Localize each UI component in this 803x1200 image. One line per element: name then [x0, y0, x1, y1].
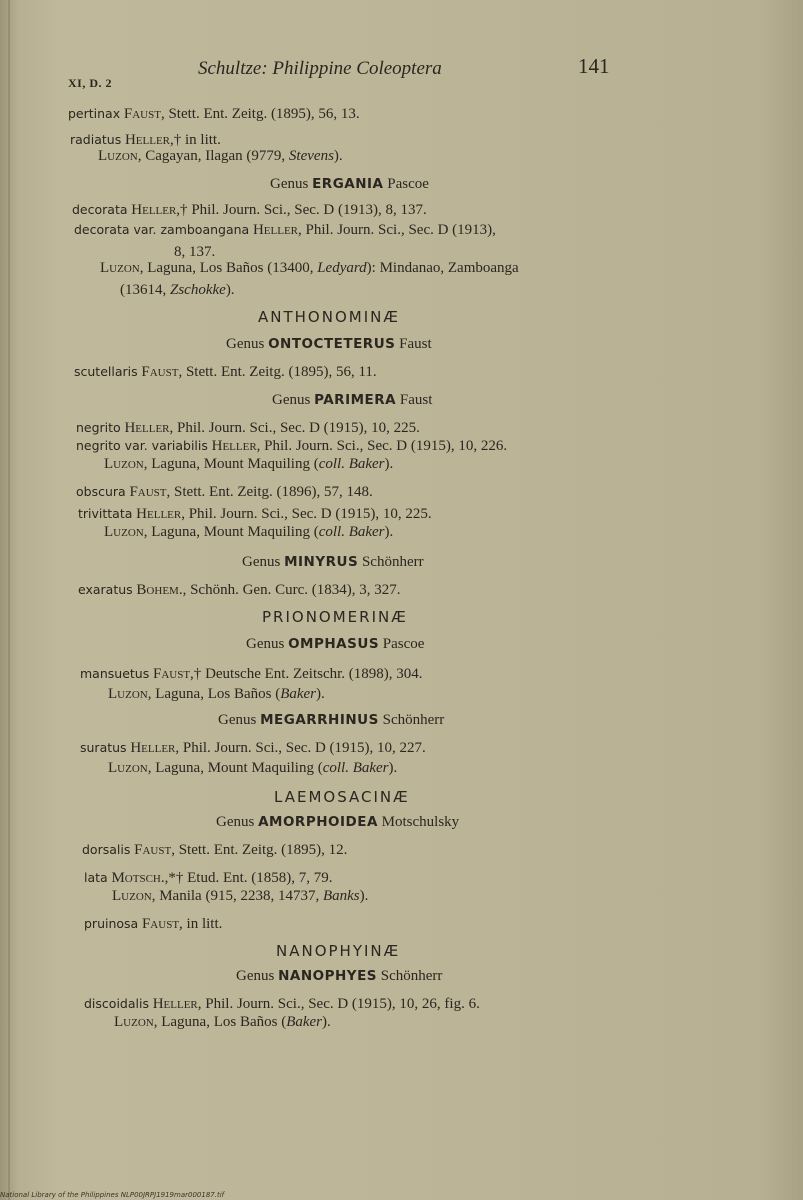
collector-name: Baker — [286, 1014, 323, 1030]
genus-name: ERGANIA — [312, 176, 384, 192]
genus-heading — [272, 392, 432, 409]
genus-prefix: Genus — [216, 814, 255, 830]
genus-author: Faust — [399, 336, 432, 352]
genus-heading — [236, 968, 442, 985]
genus-prefix: Genus — [270, 176, 309, 192]
author-name: Faust — [141, 364, 179, 380]
species-entry — [78, 582, 400, 599]
species-entry — [74, 364, 377, 381]
subfamily-heading: NANOPHYINÆ — [276, 942, 401, 960]
species-entry — [72, 202, 427, 219]
locality-line — [104, 524, 393, 541]
locality-line — [108, 686, 325, 703]
locality-name: Luzon — [98, 148, 138, 164]
citation-text: , Stett. Ent. Zeitg. (1896), 57, 148. — [166, 484, 373, 500]
species-name: decorata — [72, 202, 128, 217]
continuation-line — [120, 282, 235, 299]
author-name: Faust,† — [152, 666, 202, 682]
citation-text: , Phil. Journ. Sci., Sec. D (1915), 10, 227. — [175, 740, 426, 756]
species-entry — [76, 420, 420, 437]
citation-text: , Laguna, Mount Maquiling ( — [143, 524, 319, 540]
collector-name: Ledyard — [317, 260, 367, 276]
author-name: Faust — [141, 916, 180, 932]
citation-tail: ). — [384, 524, 394, 540]
species-entry — [78, 506, 432, 523]
author-name: Heller — [136, 506, 182, 522]
genus-author: Schönherr — [361, 554, 424, 570]
author-name: Heller — [124, 420, 170, 436]
species-name: negrito — [76, 420, 121, 435]
citation-text: , Phil. Journ. Sci., Sec. D (1915), 10, 26, fig. 6. — [197, 996, 480, 1012]
author-name: Faust — [123, 106, 161, 122]
author-name: Motsch.,*† — [111, 870, 184, 886]
species-name: exaratus — [78, 582, 133, 597]
species-name: suratus — [80, 740, 127, 755]
collector-name: coll. Baker — [322, 760, 389, 776]
locality-line — [112, 888, 368, 905]
genus-heading — [216, 814, 459, 831]
genus-author: Motschulsky — [381, 814, 460, 830]
species-entry — [84, 996, 480, 1013]
genus-prefix: Genus — [246, 636, 285, 652]
collector-name: coll. Baker — [318, 456, 385, 472]
subfamily-heading: ANTHONOMINÆ — [258, 308, 400, 326]
locality-name: Luzon — [104, 456, 144, 472]
species-name: decorata var. zamboangana — [74, 222, 250, 237]
citation-text: , Stett. Ent. Zeitg. (1895), 56, 11. — [178, 364, 377, 380]
genus-author: Schönherr — [382, 712, 445, 728]
scan-footer: National Library of the Philippines NLP00JRPJ1919mar000187.tif — [0, 1191, 225, 1199]
citation-text: , in litt. — [179, 916, 223, 932]
citation-text: , Laguna, Los Baños (13400, — [139, 260, 318, 276]
species-entry — [76, 484, 373, 501]
collector-name: Baker — [280, 686, 317, 702]
author-name: Heller — [130, 740, 176, 756]
species-entry — [76, 438, 507, 455]
citation-tail: ). — [388, 760, 398, 776]
citation-tail: ). — [225, 282, 235, 298]
citation-text: , Laguna, Los Baños ( — [153, 1014, 287, 1030]
genus-heading — [242, 554, 424, 571]
collector-name: coll. Baker — [318, 524, 385, 540]
genus-author: Pascoe — [387, 176, 429, 192]
genus-prefix: Genus — [218, 712, 257, 728]
author-name: Faust — [129, 484, 167, 500]
genus-heading — [218, 712, 444, 729]
citation-text: in litt. — [181, 132, 221, 148]
citation-text: , Phil. Journ. Sci., Sec. D (1915), 10, 225. — [169, 420, 420, 436]
species-entry — [80, 666, 423, 683]
locality-name: Luzon — [112, 888, 152, 904]
species-name: discoidalis — [84, 996, 149, 1011]
citation-text: (13614, — [120, 282, 170, 298]
citation-tail: ). — [322, 1014, 331, 1030]
citation-text: Deutsche Ent. Zeitschr. (1898), 304. — [201, 666, 423, 682]
locality-name: Luzon — [108, 760, 148, 776]
genus-prefix: Genus — [236, 968, 275, 984]
genus-name: NANOPHYES — [278, 968, 378, 984]
genus-name: AMORPHOIDEA — [258, 814, 378, 830]
species-entry — [68, 106, 360, 123]
genus-prefix: Genus — [242, 554, 281, 570]
locality-line — [98, 148, 343, 165]
species-name: dorsalis — [82, 842, 131, 857]
citation-tail: ). — [359, 888, 369, 904]
citation-tail: ). — [333, 148, 343, 164]
species-name: radiatus — [70, 132, 122, 147]
genus-heading — [270, 176, 429, 193]
genus-heading — [226, 336, 432, 353]
genus-name: PARIMERA — [314, 392, 397, 408]
species-name: pertinax — [68, 106, 121, 121]
citation-text: , Manila (915, 2238, 14737, — [151, 888, 323, 904]
species-name: mansuetus — [80, 666, 150, 681]
section-marker: XI, D. 2 — [68, 76, 113, 90]
collector-name: Stevens — [288, 148, 334, 164]
species-entry — [82, 842, 347, 859]
citation-text: , Stett. Ent. Zeitg. (1895), 12. — [171, 842, 348, 858]
subfamily-heading: LAEMOSACINÆ — [274, 788, 410, 806]
citation-tail: ). — [316, 686, 325, 702]
genus-name: MINYRUS — [284, 554, 359, 570]
locality-name: Luzon — [100, 260, 140, 276]
citation-tail: ): Mindanao, Zamboanga — [366, 260, 519, 276]
genus-author: Schönherr — [380, 968, 443, 984]
continuation-line — [174, 244, 215, 261]
citation-text: , Laguna, Mount Maquiling ( — [143, 456, 319, 472]
species-name: negrito var. variabilis — [76, 438, 208, 453]
author-name: Heller — [252, 222, 299, 238]
page-gutter — [8, 0, 10, 1200]
locality-name: Luzon — [114, 1014, 154, 1030]
genus-author: Faust — [399, 392, 433, 408]
collector-name: Zschokke — [170, 282, 226, 298]
genus-name: OMPHASUS — [288, 636, 380, 652]
author-name: Heller — [211, 438, 257, 454]
species-name: obscura — [76, 484, 126, 499]
author-name: Heller,† — [124, 132, 182, 148]
locality-line — [114, 1014, 331, 1031]
citation-text: , Phil. Journ. Sci., Sec. D (1915), 10, 226. — [256, 438, 508, 454]
author-name: Faust — [134, 842, 172, 858]
collector-name: Banks — [322, 888, 360, 904]
species-name: pruinosa — [84, 916, 139, 931]
genus-heading — [246, 636, 424, 653]
citation-text: , Phil. Journ. Sci., Sec. D (1915), 10, 225. — [181, 506, 432, 522]
citation-text: , Schönh. Gen. Curc. (1834), 3, 327. — [182, 582, 401, 598]
author-name: Heller — [152, 996, 198, 1012]
citation-text: Etud. Ent. (1858), 7, 79. — [183, 870, 333, 886]
species-entry — [74, 222, 496, 239]
locality-name: Luzon — [104, 524, 144, 540]
citation-text: , Phil. Journ. Sci., Sec. D (1913), — [298, 222, 496, 238]
author-name: Heller,† — [131, 202, 188, 218]
citation-text: Phil. Journ. Sci., Sec. D (1913), 8, 137. — [187, 202, 427, 218]
citation-text: , Laguna, Los Baños ( — [147, 686, 281, 702]
subfamily-heading: PRIONOMERINÆ — [262, 608, 408, 626]
genus-prefix: Genus — [272, 392, 311, 408]
running-title: Schultze: Philippine Coleoptera — [198, 58, 442, 79]
species-name: lata — [84, 870, 108, 885]
genus-author: Pascoe — [382, 636, 425, 652]
locality-name: Luzon — [108, 686, 148, 702]
species-name: trivittata — [78, 506, 133, 521]
species-entry — [70, 132, 221, 149]
genus-name: MEGARRHINUS — [260, 712, 379, 728]
locality-line — [100, 260, 519, 277]
citation-text: , Cagayan, Ilagan (9779, — [137, 148, 289, 164]
species-name: scutellaris — [74, 364, 138, 379]
citation-text: 8, 137. — [174, 244, 216, 260]
citation-text: , Laguna, Mount Maquiling ( — [147, 760, 323, 776]
genus-name: ONTOCTETERUS — [268, 336, 396, 352]
species-entry — [80, 740, 426, 757]
genus-prefix: Genus — [226, 336, 265, 352]
species-entry — [84, 916, 222, 933]
citation-text: , Stett. Ent. Zeitg. (1895), 56, 13. — [160, 106, 360, 122]
citation-tail: ). — [384, 456, 394, 472]
page-number: 141 — [578, 54, 610, 78]
author-name: Bohem. — [136, 582, 183, 598]
locality-line — [104, 456, 393, 473]
locality-line — [108, 760, 397, 777]
species-entry — [84, 870, 333, 887]
